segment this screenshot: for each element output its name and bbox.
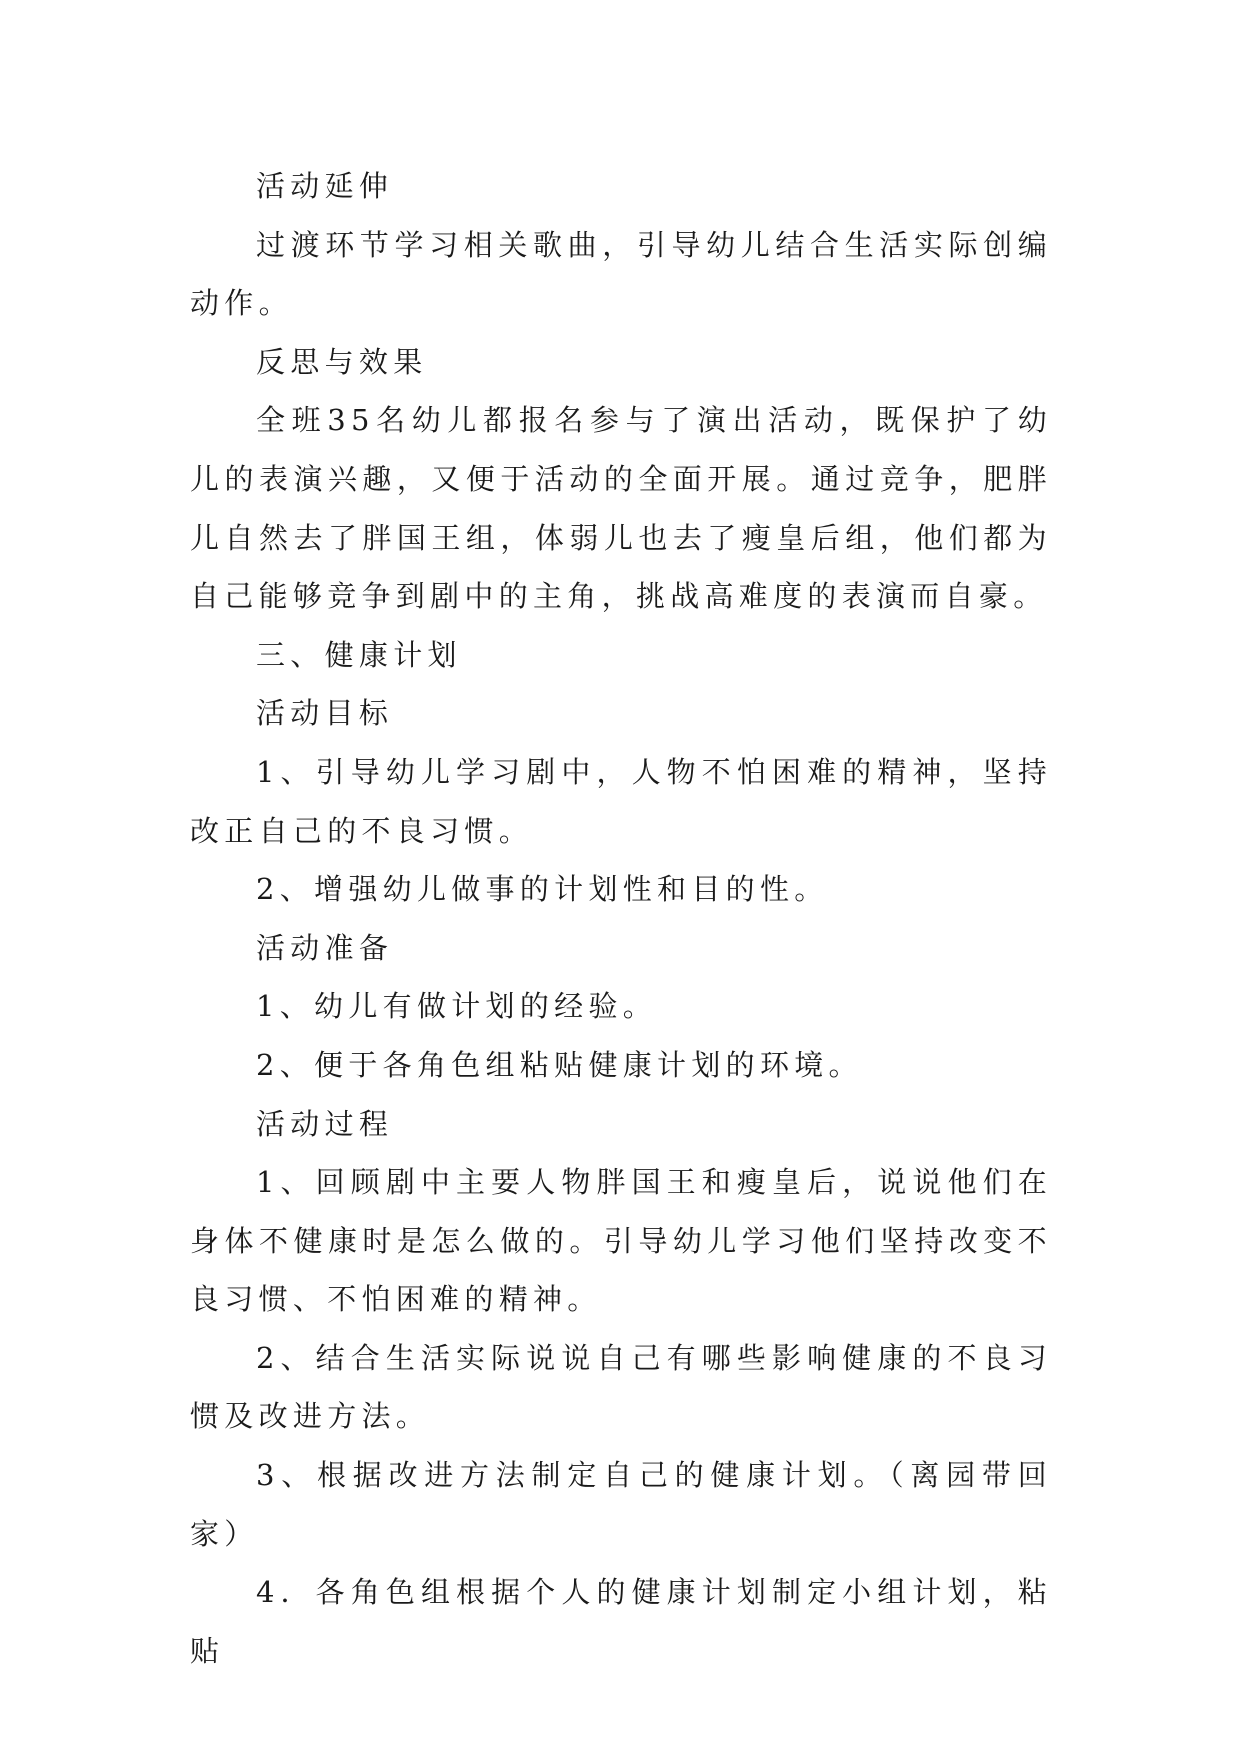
heading-activity-process: 活动过程 — [256, 1106, 394, 1141]
preparation-item-1: 1、幼儿有做计划的经验。 — [256, 989, 658, 1024]
process-item-1: 1、回顾剧中主要人物胖国王和瘦皇后，说说他们在身体不健康时是怎么做的。引导幼儿学习他们坚持改变不良习惯、不怕困难的精神。 — [190, 1165, 1052, 1317]
heading-activity-goals: 活动目标 — [256, 696, 394, 731]
preparation-item-2: 2、便于各角色组粘贴健康计划的环境。 — [256, 1047, 863, 1082]
heading-health-plan: 三、健康计划 — [256, 637, 462, 672]
process-item-4: 4．各角色组根据个人的健康计划制定小组计划，粘贴 — [190, 1575, 1052, 1668]
heading-activity-extension: 活动延伸 — [256, 169, 394, 203]
goal-item-2: 2、增强幼儿做事的计划性和目的性。 — [256, 872, 829, 907]
process-item-2: 2、结合生活实际说说自己有哪些影响健康的不良习惯及改进方法。 — [190, 1340, 1052, 1434]
document-body — [190, 157, 1052, 1680]
heading-reflection: 反思与效果 — [256, 344, 428, 379]
paragraph-reflection-detail: 全班35名幼儿都报名参与了演出活动，既保护了幼儿的表演兴趣，又便于活动的全面开展。通过竞争，肥胖儿自然去了胖国王组，体弱儿也去了瘦皇后组，他们都为自己能够竞争到剧中的主角，挑战高难度的表演而自豪。 — [190, 403, 1052, 614]
process-item-3: 3、根据改进方法制定自己的健康计划。（离园带回家） — [190, 1458, 1052, 1551]
paragraph-extension-detail: 过渡环节学习相关歌曲，引导幼儿结合生活实际创编动作。 — [190, 227, 1052, 321]
goal-item-1: 1、引导幼儿学习剧中，人物不怕困难的精神，坚持改正自己的不良习惯。 — [190, 754, 1052, 848]
heading-activity-preparation: 活动准备 — [256, 930, 394, 965]
